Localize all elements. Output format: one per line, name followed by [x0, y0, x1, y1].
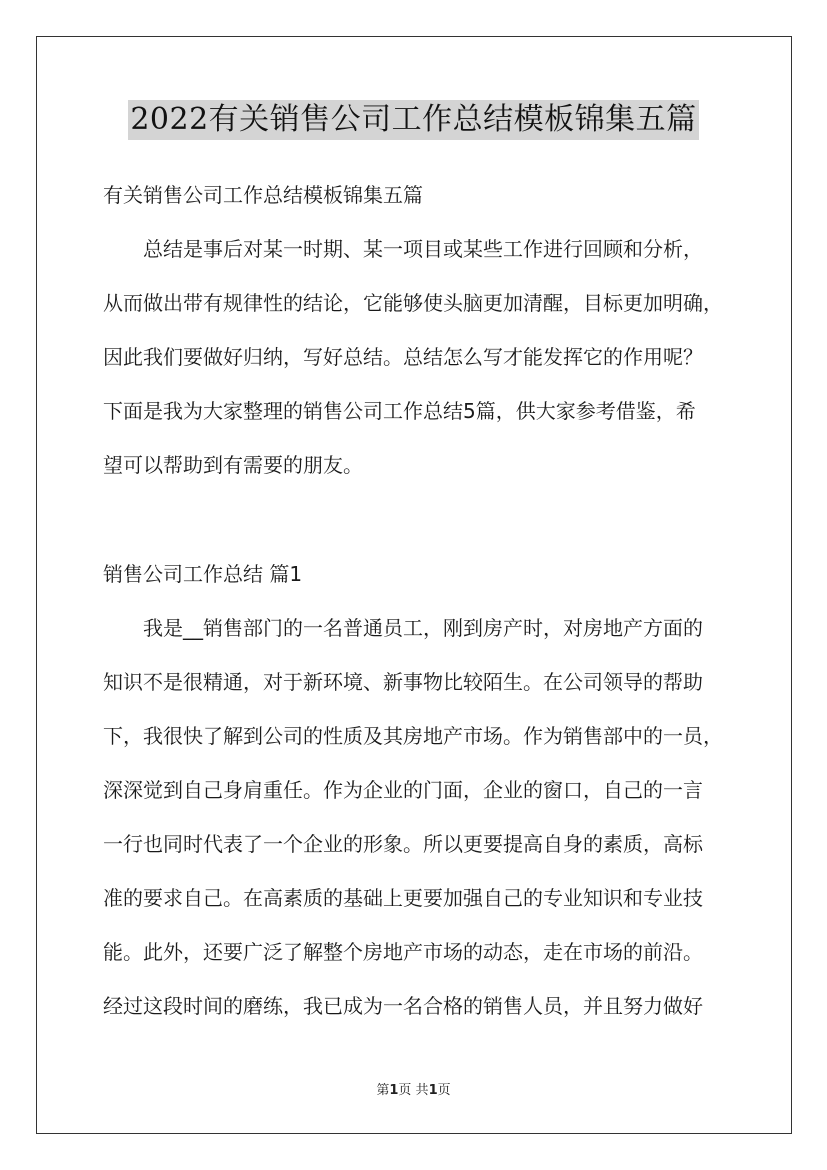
page-footer: [0, 1082, 827, 1100]
section-line-6: 准的要求自己。在高素质的基础上更要加强自己的专业知识和专业技: [103, 886, 703, 910]
intro-line-5: 望可以帮助到有需要的朋友。: [103, 453, 363, 477]
section-line-7: 能。此外，还要广泛了解整个房地产市场的动态，走在市场的前沿。: [103, 940, 703, 964]
intro-line-1: 总结是事后对某一时期、某一项目或某些工作进行回顾和分析，: [143, 237, 703, 261]
footer-page-total: 1: [428, 1083, 438, 1098]
intro-line-3: 因此我们要做好归纳，写好总结。总结怎么写才能发挥它的作用呢？: [103, 345, 703, 369]
section-line-1: 我是__销售部门的一名普通员工，刚到房产时，对房地产方面的: [143, 616, 703, 640]
footer-page-suffix: 页: [437, 1083, 451, 1098]
document-subtitle: 有关销售公司工作总结模板锦集五篇: [103, 183, 423, 207]
section-line-4: 深深觉到自己身肩重任。作为企业的门面，企业的窗口，自己的一言: [103, 778, 703, 802]
footer-page-current: 1: [389, 1083, 399, 1098]
section-heading: 销售公司工作总结 篇1: [103, 562, 303, 586]
footer-page-prefix: 第: [376, 1083, 390, 1098]
intro-line-2: 从而做出带有规律性的结论，它能够使头脑更加清醒，目标更加明确，: [103, 291, 723, 315]
intro-line-4: 下面是我为大家整理的销售公司工作总结5篇，供大家参考借鉴，希: [103, 399, 696, 423]
section-line-8: 经过这段时间的磨练，我已成为一名合格的销售人员，并且努力做好: [103, 994, 703, 1018]
section-line-5: 一行也同时代表了一个企业的形象。所以更要提高自身的素质，高标: [103, 832, 703, 856]
document-title: 2022有关销售公司工作总结模板锦集五篇: [128, 100, 698, 140]
section-line-2: 知识不是很精通，对于新环境、新事物比较陌生。在公司领导的帮助: [103, 670, 703, 694]
section-line-3: 下，我很快了解到公司的性质及其房地产市场。作为销售部中的一员，: [103, 724, 723, 748]
title-container: [0, 100, 827, 140]
footer-page-mid: 页 共: [398, 1083, 429, 1098]
